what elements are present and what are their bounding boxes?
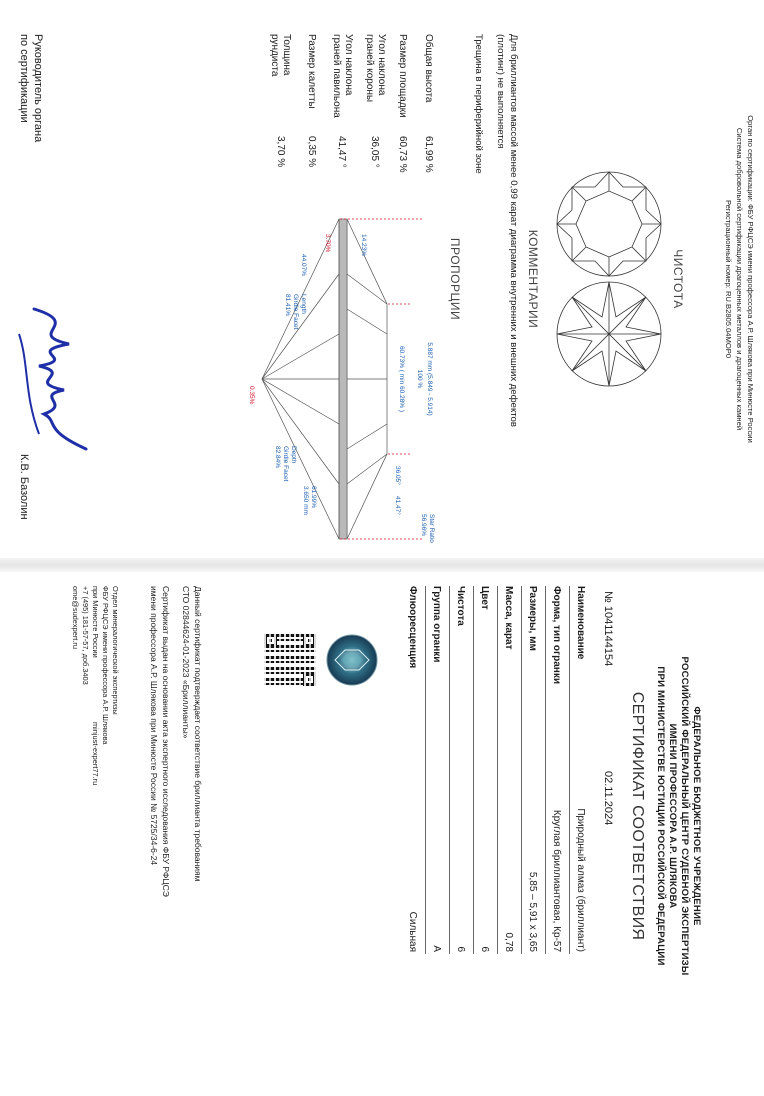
prop-row-3-label2: граней короны xyxy=(364,34,375,103)
diagram-total-depth-mm: 3.650 mm xyxy=(302,486,309,515)
diagram-table: 60.73% ( min 60.28% ) xyxy=(398,345,405,413)
signature-role-line2: по сертификации xyxy=(18,34,30,123)
diagram-crown-angle: 36.05° xyxy=(394,466,401,485)
char-row-divider xyxy=(425,586,426,954)
char-label-name: Наименование xyxy=(575,586,586,660)
char-value-cut: Круглая бриллиантовая, Кр-57 xyxy=(551,809,562,952)
org-header-line2: РОССИЙСКИЙ ФЕДЕРАЛЬНЫЙ ЦЕНТР СУДЕБНОЙ ЭКСПЕРТИЗЫ xyxy=(679,656,690,976)
signature-name: К.В. Базолин xyxy=(18,454,30,520)
clarity-diagram xyxy=(554,169,664,389)
char-label-clarity: Чистота xyxy=(455,586,466,626)
prop-row-3-label: Угол наклона xyxy=(376,34,387,96)
footer-email[interactable]: ome@sudexpert.ru xyxy=(71,586,80,649)
prop-row-4-value: 41,47 ° xyxy=(336,136,347,168)
qr-code-icon[interactable] xyxy=(264,634,316,686)
prop-row-3-value: 36,05 ° xyxy=(369,136,380,168)
diagram-star-ratio: 56.96% xyxy=(420,514,427,537)
prop-row-6-label: Толщина xyxy=(281,34,292,76)
char-label-fluorescence: Флюоресценция xyxy=(407,586,418,669)
diagram-girdle-facet-label: Girdle Facet xyxy=(282,446,289,482)
org-header-line4: ПРИ МИНИСТЕРСТВЕ ЮСТИЦИИ РОССИЙСКОЙ ФЕДЕРАЦИИ xyxy=(655,666,666,966)
footer-phone[interactable]: +7 (495) 181-57-57, доб.3403 xyxy=(81,586,90,685)
comments-line1: Для бриллиантов массой менее 0,99 карат диаграмма внутренних и внешних дефектов xyxy=(508,34,519,427)
cert-body-line2: Система добровольной сертификации драгоценных металлов и драгоценных камней xyxy=(735,127,744,431)
diagram-lower-girdle-label: Girdle Facet xyxy=(292,294,299,330)
conformity-line1: Данный сертификат подтверждает соответствие бриллианта требованиям xyxy=(193,586,203,882)
char-row-divider xyxy=(569,586,570,954)
comments-title: КОММЕНТАРИИ xyxy=(526,229,540,329)
diagram-star-ratio-label: Star Ratio xyxy=(428,514,435,543)
diagram-depth-label: Depth xyxy=(290,446,297,464)
char-value-fluorescence: Сильная xyxy=(407,911,418,952)
prop-row-5-value: 0,35 % xyxy=(306,136,317,168)
diagram-lower-girdle: 81.41% xyxy=(284,294,291,317)
prop-row-2-label: Размер площадки xyxy=(397,34,408,118)
footer-line1: Отдел минералогической экспертизы xyxy=(111,586,120,715)
hologram-seal-icon xyxy=(326,634,378,686)
conformity-line3: Сертификат выдан на основании акта экспертного исследования ФБУ РФЦСЭ xyxy=(161,586,171,897)
char-row-divider xyxy=(521,586,522,954)
org-header-line1: ФЕДЕРАЛЬНОЕ БЮДЖЕТНОЕ УЧРЕЖДЕНИЕ xyxy=(691,706,702,926)
org-header-line3: ИМЕНИ ПРОФЕССОРА А.Р. ШЛЯКОВА xyxy=(667,723,678,909)
diagram-pavilion-angle: 41.47° xyxy=(394,496,401,515)
char-value-name: Природный алмаз (бриллиант) xyxy=(575,808,586,952)
cert-body-line1: Орган по сертификации: ФБУ РФЦСЭ имени профессора А.Р. Шлякова при Минюсте России xyxy=(746,115,755,443)
cert-body-line3: Регистрационный номер: RU.В2805.04МОР0 xyxy=(724,199,733,359)
prop-row-6-value: 3,70 % xyxy=(275,136,286,168)
prop-row-4-label2: граней павильона xyxy=(331,34,342,118)
diagram-total-depth: 61.99% xyxy=(310,486,317,509)
certificate-front-page xyxy=(0,566,764,1096)
signature-scribble xyxy=(4,304,94,454)
char-row-divider xyxy=(545,586,546,954)
comments-line2: (плотинг) не выполняется xyxy=(495,34,506,149)
prop-row-5-label: Размер калетты xyxy=(306,34,317,109)
conformity-line2: СТО 02844624-01-2023 «Бриллианты» xyxy=(181,586,191,739)
char-label-weight: Масса, карат xyxy=(503,586,514,650)
diagram-diameter: 5.887 mm (5.849 - 5.914) xyxy=(426,342,433,416)
char-label-cut-group: Группа огранки xyxy=(431,586,442,663)
certificate-title: СЕРТИФИКАТ СООТВЕТСТВИЯ xyxy=(629,691,646,941)
certificate-date: 02.11.2024 xyxy=(602,771,614,826)
char-label-color: Цвет xyxy=(479,586,490,610)
prop-row-1-value: 61,99 % xyxy=(423,136,434,173)
signature-role-line1: Руководитель органа xyxy=(32,34,44,143)
footer-website[interactable]: minjust-expert77.ru xyxy=(91,722,100,786)
char-value-cut-group: A xyxy=(431,945,442,952)
char-value-color: 6 xyxy=(479,946,490,952)
diagram-culet: 0.35% xyxy=(248,386,255,405)
diagram-pavilion-depth: 44.07% xyxy=(300,254,307,277)
char-row-divider xyxy=(473,586,474,954)
clarity-title: ЧИСТОТА xyxy=(671,249,685,309)
certificate-number: № 1041144154 xyxy=(602,591,614,667)
char-label-size: Размеры, мм xyxy=(527,586,538,651)
diagram-girdle: 3.70% xyxy=(324,234,331,253)
proportions-diagram xyxy=(242,214,442,544)
proportions-title: ПРОПОРЦИИ xyxy=(448,237,462,321)
char-row-divider xyxy=(497,586,498,954)
prop-row-4-label: Угол наклона xyxy=(343,34,354,96)
char-value-clarity: 6 xyxy=(455,946,466,952)
prop-row-1-label: Общая высота xyxy=(423,34,434,103)
footer-line2: ФБУ РФЦСЭ имени профессора А.Р. Шлякова xyxy=(101,586,110,745)
char-row-divider xyxy=(449,586,450,954)
prop-row-2-value: 60,73 % xyxy=(397,136,408,173)
diagram-length-label: Length xyxy=(300,294,307,314)
certificate-back-page xyxy=(0,14,764,544)
diagram-diameter-pct: 100 % xyxy=(416,369,423,389)
diagram-crown-height: 14.23% xyxy=(360,234,367,257)
char-label-cut: Форма, тип огранки xyxy=(551,586,562,685)
footer-line3: при Минюсте России xyxy=(91,586,100,658)
diagram-girdle-facet: 82.84% xyxy=(274,446,281,469)
char-value-weight: 0,78 xyxy=(503,932,514,952)
comments-line3: Трещина в периферийной зоне xyxy=(473,34,484,174)
prop-row-6-label2: рундиста xyxy=(269,34,280,77)
char-value-size: 5,85 – 5,91 x 3,65 xyxy=(527,871,538,952)
conformity-line4: имени профессора А.Р. Шлякова при Минюсте России № 5725/34-6-24 xyxy=(149,586,159,866)
